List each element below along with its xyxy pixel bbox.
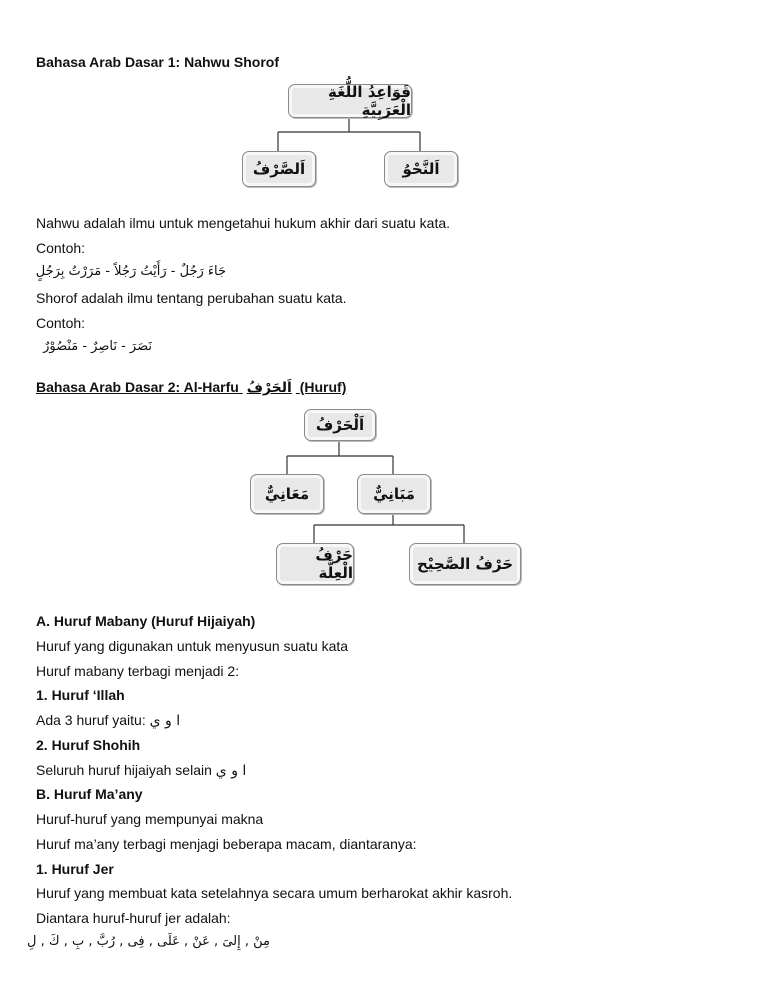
huruf-maany-line1: Huruf-huruf yang mempunyai makna bbox=[36, 811, 264, 827]
huruf-shohih-label: Seluruh huruf hijaiyah selain bbox=[36, 762, 212, 778]
huruf-mabany-line1: Huruf yang digunakan untuk menyusun suatu kata bbox=[36, 638, 349, 654]
huruf-shohih-heading: 2. Huruf Shohih bbox=[36, 737, 141, 753]
nahwu-definition: Nahwu adalah ilmu untuk mengetahui hukum akhir dari suatu kata. bbox=[36, 215, 451, 231]
diagram2-root-box: اَلْحَرْفُ bbox=[304, 409, 376, 441]
huruf-illah-label: Ada 3 huruf yaitu: bbox=[36, 712, 146, 728]
huruf-illah-text bbox=[36, 712, 180, 729]
huruf-jer-line2: Diantara huruf-huruf jer adalah: bbox=[36, 910, 231, 926]
diagram2-shohih-box: حَرْفُ الصَّحِيْح bbox=[409, 543, 521, 585]
shorof-definition: Shorof adalah ilmu tentang perubahan suatu kata. bbox=[36, 290, 347, 306]
diagram2-maani-box: مَعَانِيٌّ bbox=[250, 474, 324, 514]
huruf-mabany-heading: A. Huruf Mabany (Huruf Hijaiyah) bbox=[36, 613, 256, 629]
nahwu-example: جَاءَ رَجُلٌ - رَأَيْتُ رَجُلاً - مَرَرْتُ بِرَجُلٍ bbox=[35, 264, 226, 279]
huruf-shohih-letters: ا و ي bbox=[215, 763, 247, 779]
huruf-shohih-text bbox=[36, 762, 246, 779]
diagram2-illah-box: حَرْفُ الْعِلَّة bbox=[276, 543, 354, 585]
section2-heading-prefix: Bahasa Arab Dasar 2: Al-Harfu bbox=[36, 379, 239, 395]
section2-heading-arabic: اَلحَرْفُ bbox=[246, 380, 292, 396]
huruf-jer-heading: 1. Huruf Jer bbox=[36, 861, 114, 877]
diagram1-root-box: قَوَاعِدُ اللُّغَةِ الْعَرَبِيَّةِ bbox=[288, 84, 412, 118]
diagram1-shorof-box: اَلصَّرْفُ bbox=[242, 151, 316, 187]
huruf-jer-letters: مِنْ , إِلىَ , عَنْ , عَلَى , فِى , رُبَّ , بِ , كَ , لِ bbox=[27, 934, 270, 949]
huruf-illah-heading: 1. Huruf ‘Illah bbox=[36, 687, 125, 703]
contoh-label-1: Contoh: bbox=[36, 240, 86, 256]
huruf-mabany-line2: Huruf mabany terbagi menjadi 2: bbox=[36, 663, 240, 679]
section2-heading-suffix: (Huruf) bbox=[299, 379, 347, 395]
huruf-maany-heading: B. Huruf Ma’any bbox=[36, 786, 143, 802]
section1-heading: Bahasa Arab Dasar 1: Nahwu Shorof bbox=[36, 54, 279, 70]
diagram1-nahwu-box: اَلنَّحْوُ bbox=[384, 151, 458, 187]
section2-heading bbox=[36, 379, 346, 396]
shorof-example: نَصَرَ - نَاصِرٌ - مَنْصُوْرٌ bbox=[43, 339, 152, 354]
diagram2-mabani-box: مَبَانِيٌّ bbox=[357, 474, 431, 514]
huruf-jer-line1: Huruf yang membuat kata setelahnya secara umum berharokat akhir kasroh. bbox=[36, 885, 513, 901]
contoh-label-2: Contoh: bbox=[36, 315, 86, 331]
huruf-illah-letters: ا و ي bbox=[149, 713, 181, 729]
huruf-maany-line2: Huruf ma’any terbagi menjagi beberapa macam, diantaranya: bbox=[36, 836, 417, 852]
